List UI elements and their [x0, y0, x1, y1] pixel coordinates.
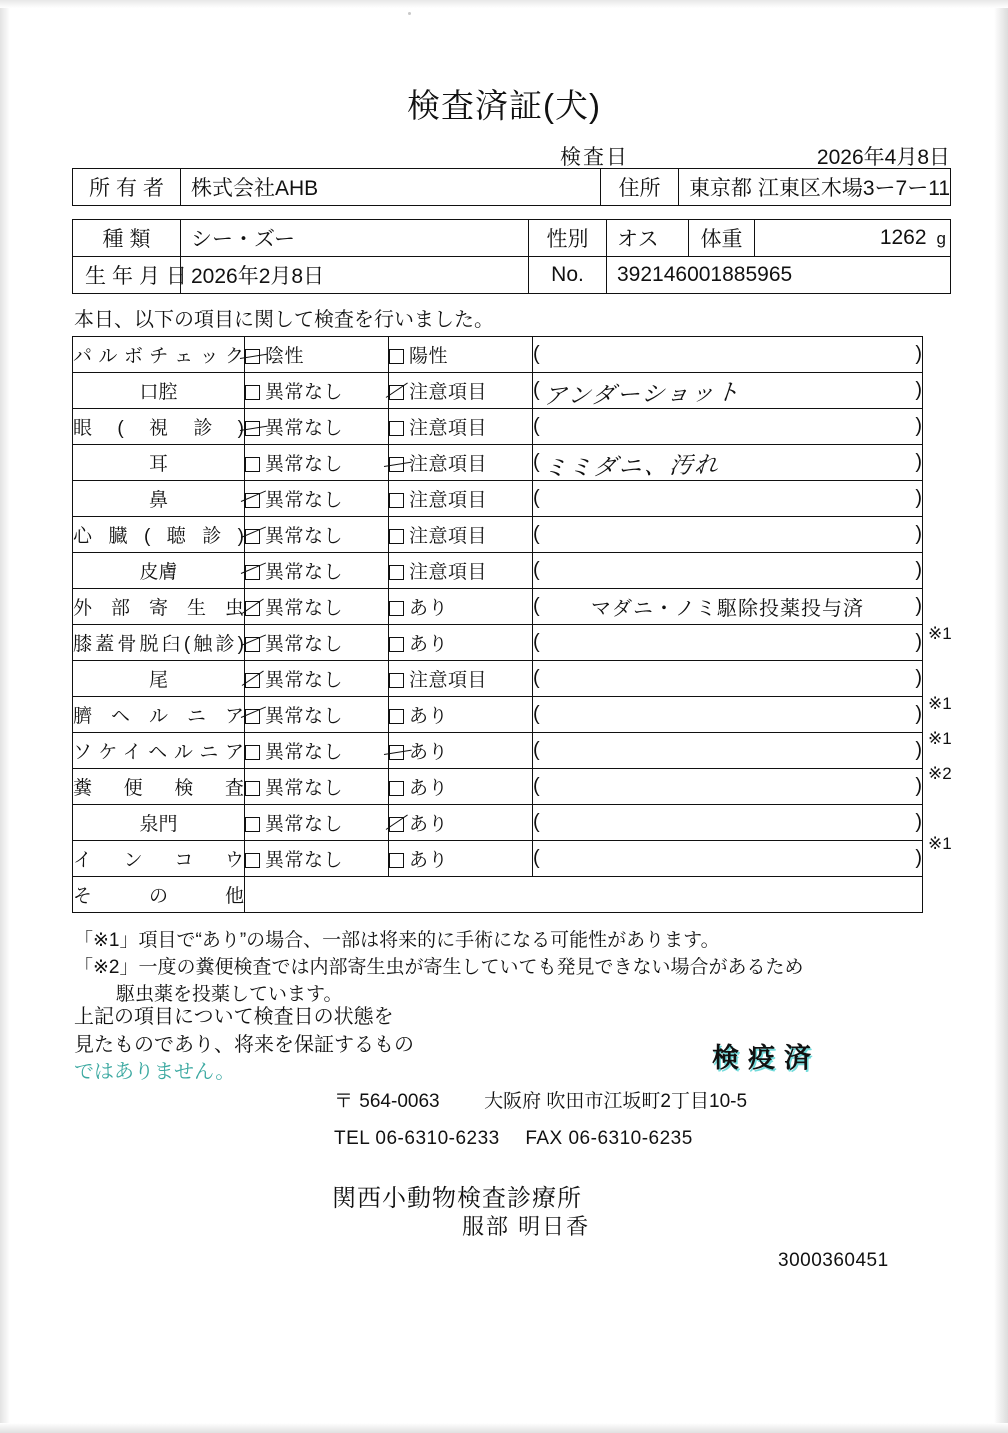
- checked-checkbox-icon[interactable]: [389, 385, 404, 400]
- footnotes: [74, 928, 804, 1009]
- checked-checkbox-icon[interactable]: [245, 601, 260, 616]
- handwritten-note: アンダーショット: [542, 379, 742, 410]
- note-close-paren: ): [915, 631, 922, 653]
- exam-date-value: 2026年4月8日: [816, 146, 950, 169]
- checklist-option-label: あり: [409, 598, 449, 619]
- checklist-item-label: 泉門: [73, 805, 245, 841]
- checklist-row: [73, 805, 923, 841]
- checklist-option-1[interactable]: [245, 553, 389, 589]
- checklist-note-cell[interactable]: [533, 553, 923, 589]
- checklist-item-label: 口腔: [73, 373, 245, 409]
- note-close-paren: ): [915, 451, 922, 473]
- disclaimer: [74, 1004, 414, 1087]
- checkbox-icon[interactable]: [389, 601, 404, 616]
- checklist-option-1[interactable]: [245, 697, 389, 733]
- scan-speck: [408, 12, 411, 15]
- checklist-option-label: 注意項目: [409, 562, 488, 583]
- checked-checkbox-icon[interactable]: [245, 637, 260, 652]
- checkbox-icon[interactable]: [389, 493, 404, 508]
- note-close-paren: ): [915, 487, 922, 509]
- checked-checkbox-icon[interactable]: [245, 565, 260, 580]
- clinic-address: 大阪府 吹田市江坂町2丁目10-5: [484, 1091, 748, 1112]
- animal-table: [72, 219, 951, 294]
- checklist-option-label: 注意項目: [409, 670, 488, 691]
- footnote-marker: [928, 336, 998, 371]
- footnote-marker: ※1: [928, 624, 952, 643]
- note-close-paren: ): [915, 523, 922, 545]
- checklist-option-label: 異常なし: [265, 562, 344, 583]
- clinic-address-line: [334, 1086, 747, 1113]
- checklist-option-2[interactable]: [389, 517, 533, 553]
- checkbox-icon[interactable]: [389, 637, 404, 652]
- checklist-option-label: 異常なし: [265, 706, 344, 727]
- checklist-option-label: 異常なし: [265, 598, 344, 619]
- checklist-option-2[interactable]: [389, 697, 533, 733]
- checklist-option-2[interactable]: [389, 481, 533, 517]
- checklist-item-label: パルボチェック: [73, 337, 245, 373]
- note-close-paren: ): [915, 775, 922, 797]
- checklist-item-label: 耳: [73, 445, 245, 481]
- checklist-option-label: 異常なし: [265, 814, 344, 835]
- note-open-paren: (: [533, 739, 540, 761]
- note-open-paren: (: [533, 847, 540, 869]
- checklist-option-label: 異常なし: [265, 778, 344, 799]
- footnote-marker: [928, 476, 998, 511]
- checklist-item-label: ソケイヘルニア: [73, 733, 245, 769]
- note-open-paren: (: [533, 559, 540, 581]
- note-open-paren: (: [533, 703, 540, 725]
- footnote-marker: [928, 406, 998, 441]
- address-value: 東京都 江東区木場3ー7ー11: [679, 169, 951, 206]
- checkbox-icon[interactable]: [389, 781, 404, 796]
- owner-value: 株式会社AHB: [181, 169, 601, 206]
- checklist-option-label: 異常なし: [265, 850, 344, 871]
- checked-checkbox-icon[interactable]: [245, 349, 260, 364]
- checklist-note-cell[interactable]: [533, 697, 923, 733]
- checkbox-icon[interactable]: [245, 385, 260, 400]
- note-open-paren: (: [533, 811, 540, 833]
- footnote-marker: [928, 861, 998, 896]
- checklist-option-2[interactable]: [389, 661, 533, 697]
- breed-label: 種類: [73, 220, 181, 257]
- checklist-note-cell[interactable]: [533, 769, 923, 805]
- clinic-fax: FAX 06-6310-6235: [525, 1128, 693, 1149]
- footnote-marker: ※1: [928, 834, 952, 853]
- checklist-option-2[interactable]: [389, 373, 533, 409]
- checklist-option-label: あり: [409, 814, 449, 835]
- checklist-option-1[interactable]: [245, 409, 389, 445]
- footnote-marker: [928, 511, 998, 546]
- checklist-option-label: あり: [409, 742, 449, 763]
- disclaimer-line-3: ではありません。: [74, 1061, 236, 1084]
- inspection-checklist: [72, 336, 923, 913]
- intro-sentence: 本日、以下の項目に関して検査を行いました。: [74, 309, 494, 331]
- checklist-option-1[interactable]: [245, 517, 389, 553]
- checklist-row: [73, 337, 923, 373]
- checklist-row: [73, 625, 923, 661]
- scan-edge-top: [0, 0, 1008, 8]
- checklist-note-cell[interactable]: [533, 733, 923, 769]
- checklist-item-label: 膝蓋骨脱臼(触診): [73, 625, 245, 661]
- checklist-row: [73, 697, 923, 733]
- checklist-option-2[interactable]: [389, 841, 533, 877]
- printed-note: マダニ・ノミ駆除投薬投与済: [591, 598, 864, 620]
- checklist-option-2[interactable]: [389, 733, 533, 769]
- checklist-option-label: あり: [409, 778, 449, 799]
- checkbox-icon[interactable]: [389, 853, 404, 868]
- checklist-option-1[interactable]: [245, 769, 389, 805]
- note-close-paren: ): [915, 379, 922, 401]
- weight-cell: [755, 220, 951, 257]
- birth-label: 生年月日: [73, 257, 181, 294]
- checkbox-icon[interactable]: [389, 421, 404, 436]
- note-open-paren: (: [533, 415, 540, 437]
- checklist-row: [73, 409, 923, 445]
- footnote-marker: [928, 791, 998, 826]
- checklist-option-label: 異常なし: [265, 742, 344, 763]
- scan-edge-left: [0, 0, 10, 1433]
- note-open-paren: (: [533, 451, 540, 473]
- registration-no-label: No.: [529, 257, 607, 294]
- checked-checkbox-icon[interactable]: [245, 673, 260, 688]
- checkbox-icon[interactable]: [389, 529, 404, 544]
- note-open-paren: (: [533, 775, 540, 797]
- checkbox-icon[interactable]: [389, 565, 404, 580]
- checklist-note-cell[interactable]: [533, 589, 923, 625]
- owner-label: 所有者: [73, 169, 181, 206]
- postal-mark-icon: 〒: [334, 1091, 355, 1112]
- checkbox-icon[interactable]: [245, 745, 260, 760]
- checked-checkbox-icon[interactable]: [245, 421, 260, 436]
- checklist-option-label: 異常なし: [265, 418, 344, 439]
- exam-date-row: [560, 141, 950, 171]
- checklist-row: [73, 373, 923, 409]
- checklist-option-2[interactable]: [389, 805, 533, 841]
- checklist-item-label: 糞便検査: [73, 769, 245, 805]
- clinic-name: 関西小動物検査診療所: [332, 1185, 582, 1212]
- checklist-row: [73, 733, 923, 769]
- checklist-option-label: 注意項目: [409, 382, 488, 403]
- checklist-option-label: 注意項目: [409, 418, 488, 439]
- checklist-option-1[interactable]: [245, 589, 389, 625]
- checklist-option-label: 異常なし: [265, 490, 344, 511]
- footnote-marker: ※1: [928, 729, 952, 748]
- clinic-zip: 564-0063: [359, 1091, 440, 1112]
- weight-unit: g: [936, 229, 946, 248]
- checklist-option-1[interactable]: [245, 445, 389, 481]
- sex-value: オス: [607, 220, 689, 257]
- checklist-option-2[interactable]: [389, 445, 533, 481]
- note-close-paren: ): [915, 703, 922, 725]
- checklist-option-1[interactable]: [245, 805, 389, 841]
- owner-row: [73, 169, 951, 206]
- footnote-marker: ※1: [928, 694, 952, 713]
- checklist-option-label: 陽性: [409, 346, 449, 367]
- footnote-2-line-2: 駆虫薬を投薬しています。: [116, 983, 343, 1005]
- clinic-contact-line: [334, 1128, 693, 1150]
- checked-checkbox-icon[interactable]: [389, 457, 404, 472]
- checklist-row: [73, 553, 923, 589]
- checklist-option-label: あり: [409, 706, 449, 727]
- weight-label: 体重: [689, 220, 755, 257]
- checkbox-icon[interactable]: [389, 709, 404, 724]
- checklist-note-cell[interactable]: [533, 337, 923, 373]
- registration-no-value: 392146001885965: [607, 257, 951, 294]
- checklist-option-1[interactable]: [245, 733, 389, 769]
- checklist-item-label: 外部寄生虫: [73, 589, 245, 625]
- footnote-marker-column: [928, 336, 998, 896]
- checklist-option-1[interactable]: [245, 625, 389, 661]
- checklist-option-label: 注意項目: [409, 454, 488, 475]
- animal-row-2: [73, 257, 951, 294]
- checklist-option-2[interactable]: [389, 625, 533, 661]
- note-close-paren: ): [915, 739, 922, 761]
- footnote-1: 「※1」項目で“あり”の場合、一部は将来的に手術になる可能性があります。: [74, 930, 720, 951]
- footnote-marker: [928, 651, 998, 686]
- checkbox-icon[interactable]: [245, 853, 260, 868]
- checklist-row: [73, 841, 923, 877]
- scan-edge-bottom: [0, 1423, 1008, 1433]
- checklist-note-cell[interactable]: [533, 517, 923, 553]
- note-open-paren: (: [533, 595, 540, 617]
- checkbox-icon[interactable]: [389, 349, 404, 364]
- checklist-option-label: あり: [409, 850, 449, 871]
- checklist-row: [73, 661, 923, 697]
- checklist-option-2[interactable]: [389, 409, 533, 445]
- checklist-row: [73, 517, 923, 553]
- note-close-paren: ): [915, 559, 922, 581]
- checklist-note-cell[interactable]: [533, 409, 923, 445]
- note-open-paren: (: [533, 523, 540, 545]
- checklist-option-label: 陰性: [265, 346, 305, 367]
- checklist-option-2[interactable]: [389, 337, 533, 373]
- disclaimer-line-1: 上記の項目について検査日の状態を: [74, 1006, 394, 1028]
- checkbox-icon[interactable]: [245, 457, 260, 472]
- checklist-note-cell[interactable]: [533, 841, 923, 877]
- note-close-paren: ): [915, 847, 922, 869]
- note-close-paren: ): [915, 811, 922, 833]
- checklist-note-cell[interactable]: [533, 625, 923, 661]
- checklist-item-label: インコウ: [73, 841, 245, 877]
- checkbox-icon[interactable]: [245, 817, 260, 832]
- animal-row-1: [73, 220, 951, 257]
- checklist-note-cell[interactable]: [533, 445, 923, 481]
- checked-checkbox-icon[interactable]: [389, 817, 404, 832]
- veterinarian-name: 服部 明日香: [462, 1214, 591, 1239]
- note-close-paren: ): [915, 343, 922, 365]
- checkbox-icon[interactable]: [245, 781, 260, 796]
- checklist-item-label: 鼻: [73, 481, 245, 517]
- footnote-2-line-1: 「※2」一度の糞便検査では内部寄生虫が寄生していても発見できない場合があるため: [74, 956, 804, 978]
- checklist-option-label: 異常なし: [265, 526, 344, 547]
- note-close-paren: ): [915, 415, 922, 437]
- checklist-empty-cell: [245, 877, 923, 913]
- checklist-option-1[interactable]: [245, 481, 389, 517]
- checklist-option-2[interactable]: [389, 769, 533, 805]
- note-open-paren: (: [533, 343, 540, 365]
- note-open-paren: (: [533, 487, 540, 509]
- footnote-marker: ※2: [928, 764, 952, 783]
- handwritten-note: ミミダニ、汚れ: [542, 452, 721, 482]
- checklist-option-1[interactable]: [245, 841, 389, 877]
- checked-checkbox-icon[interactable]: [389, 745, 404, 760]
- checklist-row: [73, 589, 923, 625]
- checked-checkbox-icon[interactable]: [245, 709, 260, 724]
- address-label: 住所: [601, 169, 679, 206]
- checkbox-icon[interactable]: [389, 673, 404, 688]
- checklist-option-label: 異常なし: [265, 382, 344, 403]
- page-title: 検査済証(犬): [407, 87, 601, 124]
- checklist-option-2[interactable]: [389, 589, 533, 625]
- checklist-option-label: 異常なし: [265, 454, 344, 475]
- checklist-option-label: 異常なし: [265, 634, 344, 655]
- sex-label: 性別: [529, 220, 607, 257]
- footnote-marker: [928, 371, 998, 406]
- checked-checkbox-icon[interactable]: [245, 493, 260, 508]
- checklist-note-cell[interactable]: [533, 661, 923, 697]
- checklist-item-label: 眼(視診): [73, 409, 245, 445]
- birth-value: 2026年2月8日: [181, 257, 529, 294]
- checklist-option-label: あり: [409, 634, 449, 655]
- disclaimer-line-2: 見たものであり、将来を保証するもの: [74, 1033, 414, 1056]
- checklist-option-label: 注意項目: [409, 526, 488, 547]
- clinic-tel: TEL 06-6310-6233: [334, 1128, 500, 1149]
- checked-checkbox-icon[interactable]: [245, 529, 260, 544]
- checklist-item-label: その他: [73, 877, 245, 913]
- checklist-item-label: 尾: [73, 661, 245, 697]
- note-open-paren: (: [533, 379, 540, 401]
- breed-value: シー・ズー: [181, 220, 529, 257]
- checklist-item-label: 臍ヘルニア: [73, 697, 245, 733]
- footnote-marker: [928, 546, 998, 581]
- note-open-paren: (: [533, 631, 540, 653]
- checklist-row: [73, 769, 923, 805]
- footnote-marker: [928, 441, 998, 476]
- checklist-note-cell[interactable]: [533, 805, 923, 841]
- exam-date-label: 検査日: [560, 146, 629, 169]
- checklist-item-label: 皮膚: [73, 553, 245, 589]
- checklist-row: [73, 445, 923, 481]
- checklist-note-cell[interactable]: [533, 481, 923, 517]
- note-open-paren: (: [533, 667, 540, 689]
- checklist-option-1[interactable]: [245, 661, 389, 697]
- checklist-option-1[interactable]: [245, 337, 389, 373]
- serial-number: 3000360451: [778, 1250, 889, 1271]
- weight-value: 1262: [879, 226, 927, 249]
- checklist-row: [73, 481, 923, 517]
- checklist-item-label: 心臓(聴診): [73, 517, 245, 553]
- checklist-option-1[interactable]: [245, 373, 389, 409]
- quarantine-stamp: 検疫済: [712, 1043, 820, 1073]
- owner-table: [72, 168, 951, 206]
- checklist-row: [73, 877, 923, 913]
- note-close-paren: ): [915, 595, 922, 617]
- checklist-option-label: 異常なし: [265, 670, 344, 691]
- note-close-paren: ): [915, 667, 922, 689]
- footnote-marker: [928, 581, 998, 616]
- checklist-option-label: 注意項目: [409, 490, 488, 511]
- checklist-option-2[interactable]: [389, 553, 533, 589]
- checklist-note-cell[interactable]: [533, 373, 923, 409]
